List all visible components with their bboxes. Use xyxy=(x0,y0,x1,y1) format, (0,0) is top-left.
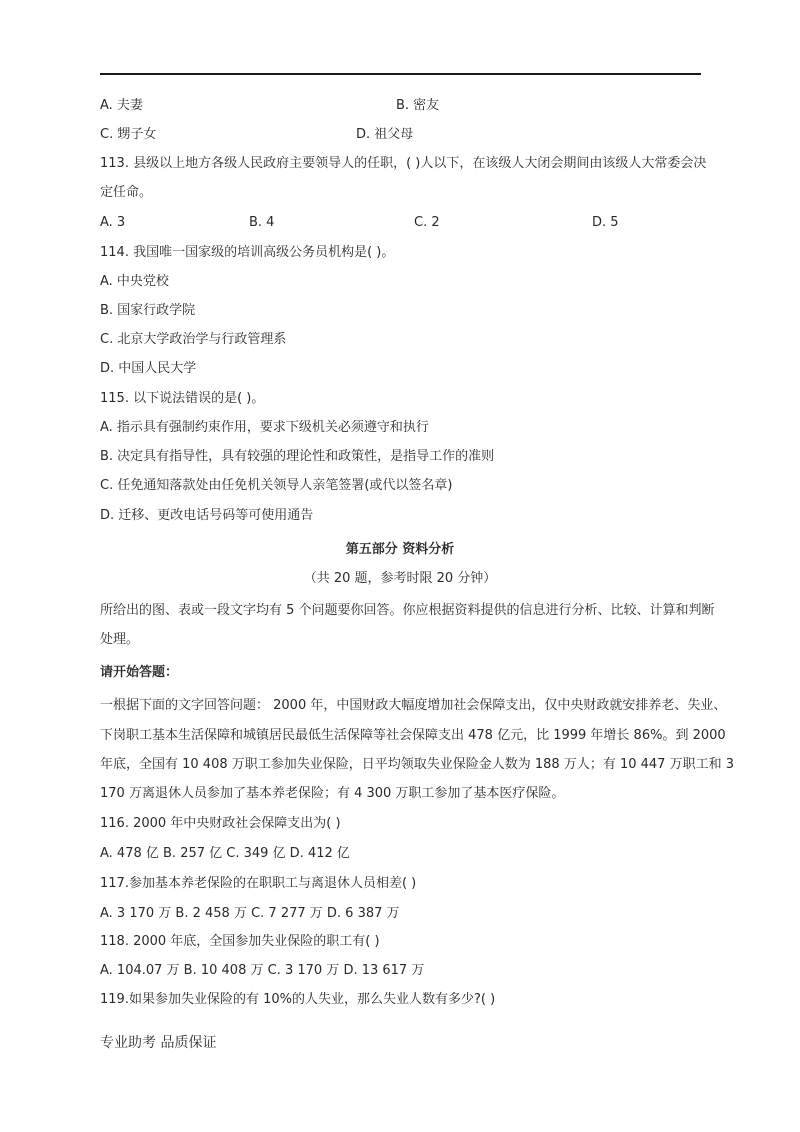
passage-line4: 170 万离退休人员参加了基本养老保险；有 4 300 万职工参加了基本医疗保险。 xyxy=(100,786,565,801)
q114-text: 114. 我国唯一国家级的培训高级公务员机构是( )。 xyxy=(100,245,395,260)
q113-option-d: D. 5 xyxy=(592,215,619,230)
q113-option-c: C. 2 xyxy=(414,215,440,230)
q113-option-a: A. 3 xyxy=(100,215,126,230)
passage-line2: 下岗职工基本生活保障和城镇居民最低生活保障等社会保障支出 478 亿元，比 1999 年增长 86%。到 2000 xyxy=(100,728,726,743)
q119-text: 119.如果参加失业保险的有 10%的人失业，那么失业人数有多少?( ) xyxy=(100,992,496,1007)
section-intro-line2: 处理。 xyxy=(100,632,140,647)
q112-option-d: D. 祖父母 xyxy=(356,127,414,142)
q113-text-line2: 定任命。 xyxy=(100,185,153,200)
q114-option-a: A. 中央党校 xyxy=(100,274,169,289)
q113-option-b: B. 4 xyxy=(249,215,275,230)
section-subtitle: （共 20 题，参考时限 20 分钟） xyxy=(303,571,497,586)
q115-option-c: C. 任免通知落款处由任免机关领导人亲笔签署(或代以签名章) xyxy=(100,478,453,493)
q114-option-b: B. 国家行政学院 xyxy=(100,303,196,318)
q115-option-b: B. 决定具有指导性，具有较强的理论性和政策性，是指导工作的准则 xyxy=(100,449,495,464)
q116-options: A. 478 亿 B. 257 亿 C. 349 亿 D. 412 亿 xyxy=(100,846,350,861)
q115-option-d: D. 迁移、更改电话号码等可使用通告 xyxy=(100,508,314,523)
q112-option-b: B. 密友 xyxy=(396,98,440,113)
q112-option-a: A. 夫妻 xyxy=(100,98,143,113)
section-title: 第五部分 资料分析 xyxy=(345,542,455,557)
q118-options: A. 104.07 万 B. 10 408 万 C. 3 170 万 D. 13 617 万 xyxy=(100,963,425,978)
header-rule xyxy=(100,73,701,75)
q113-text-line1: 113. 县级以上地方各级人民政府主要领导人的任职，( )人以下，在该级人大闭会期间由该级人大常委会决 xyxy=(100,156,707,171)
q117-text: 117.参加基本养老保险的在职职工与离退休人员相差( ) xyxy=(100,876,417,891)
start-prompt: 请开始答题： xyxy=(100,665,179,680)
passage-line3: 年底，全国有 10 408 万职工参加失业保险，日平均领取失业保险金人数为 188 万人；有 10 447 万职工和 3 xyxy=(100,757,734,772)
footer-slogan: 专业助考 品质保证 xyxy=(100,1035,217,1051)
q116-text: 116. 2000 年中央财政社会保障支出为( ) xyxy=(100,816,341,831)
q114-option-d: D. 中国人民大学 xyxy=(100,361,197,376)
q117-options: A. 3 170 万 B. 2 458 万 C. 7 277 万 D. 6 387 万 xyxy=(100,906,400,921)
q115-text: 115. 以下说法错误的是( )。 xyxy=(100,391,265,406)
section-intro-line1: 所给出的图、表或一段文字均有 5 个问题要你回答。你应根据资料提供的信息进行分析、比较、计算和判断 xyxy=(100,603,715,618)
q115-option-a: A. 指示具有强制约束作用，要求下级机关必须遵守和执行 xyxy=(100,420,429,435)
q112-option-c: C. 甥子女 xyxy=(100,127,157,142)
passage-line1: 一根据下面的文字回答问题： 2000 年，中国财政大幅度增加社会保障支出，仅中央财政就安排养老、失业、 xyxy=(100,698,727,713)
q114-option-c: C. 北京大学政治学与行政管理系 xyxy=(100,332,287,347)
q118-text: 118. 2000 年底，全国参加失业保险的职工有( ) xyxy=(100,934,380,949)
